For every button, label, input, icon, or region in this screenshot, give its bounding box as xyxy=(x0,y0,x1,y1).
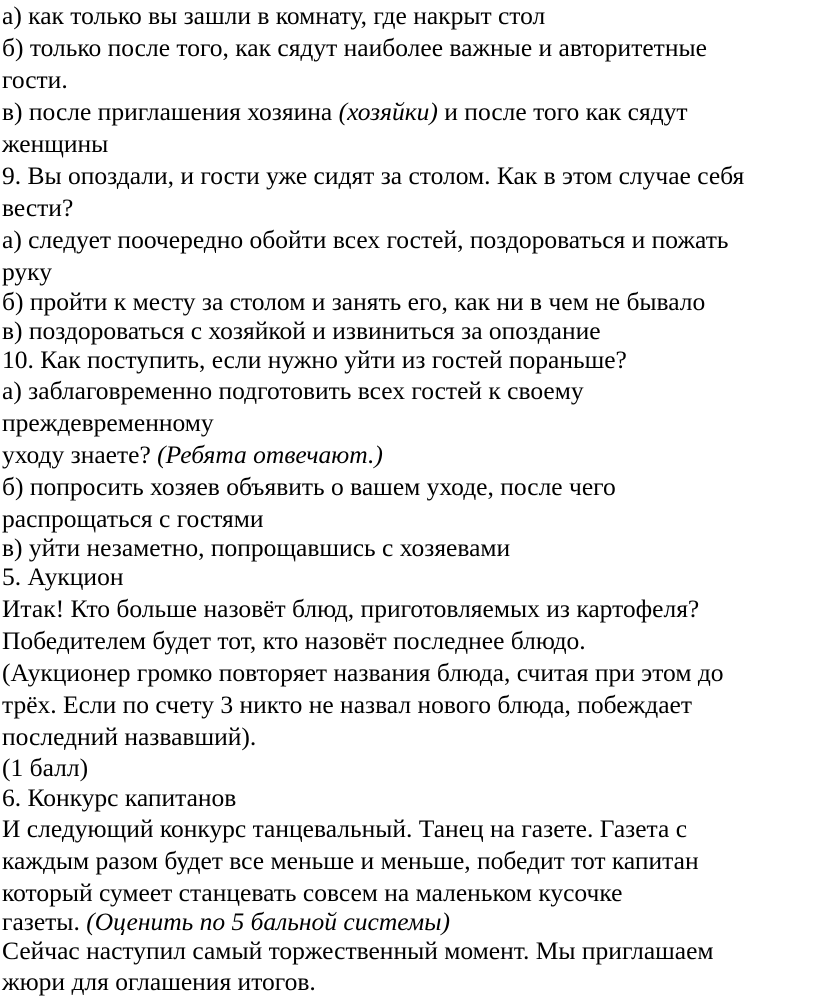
text-line: в) уйти незаметно, попрощавшись с хозяевами xyxy=(2,533,511,562)
text-line: б) пройти к месту за столом и занять его, как ни в чем не бывало xyxy=(2,287,706,316)
text-line: жюри для оглашения итогов. xyxy=(2,967,316,996)
text-line: распрощаться с гостями xyxy=(2,504,264,533)
text-line: б) попросить хозяев объявить о вашем уходе, после чего xyxy=(2,472,616,501)
section-heading: 6. Конкурс капитанов xyxy=(2,783,237,812)
text-line: вести? xyxy=(2,193,74,222)
text-line: а) следует поочередно обойти всех гостей, поздороваться и пожать xyxy=(2,225,729,254)
text-line: Победителем будет тот, кто назовёт последнее блюдо. xyxy=(2,626,586,655)
text-line: 9. Вы опоздали, и гости уже сидят за столом. Как в этом случае себя xyxy=(2,161,745,190)
text-line: последний назвавший). xyxy=(2,722,257,751)
text-line: 10. Как поступить, если нужно уйти из гостей пораньше? xyxy=(2,345,627,374)
text-line: гости. xyxy=(2,65,68,94)
text-line: уходу знаете? (Ребята отвечают.) xyxy=(2,440,383,469)
text-line: (Аукционер громко повторяет названия блюда, считая при этом до xyxy=(2,658,724,687)
text-line: который сумеет станцевать совсем на маленьком кусочке xyxy=(2,878,623,907)
text-line: трёх. Если по счету 3 никто не назвал нового блюда, побеждает xyxy=(2,690,692,719)
text-line: в) поздороваться с хозяйкой и извиниться за опоздание xyxy=(2,316,601,345)
text-line: а) заблаговременно подготовить всех гостей к своему xyxy=(2,376,584,405)
text-line: б) только после того, как сядут наиболее важные и авторитетные xyxy=(2,33,707,62)
text-line: газеты. (Оценить по 5 бальной системы) xyxy=(2,907,450,936)
text-line: а) как только вы зашли в комнату, где накрыт стол xyxy=(2,1,546,30)
text-line: женщины xyxy=(2,129,109,158)
text-line: Сейчас наступил самый торжественный момент. Мы приглашаем xyxy=(2,936,714,965)
text-line: руку xyxy=(2,257,52,286)
text-line: каждым разом будет все меньше и меньше, победит тот капитан xyxy=(2,846,699,875)
text-line: Итак! Кто больше назовёт блюд, приготовляемых из картофеля? xyxy=(2,594,700,623)
text-line: И следующий конкурс танцевальный. Танец на газете. Газета с xyxy=(2,814,688,843)
text-line: (1 балл) xyxy=(2,753,89,782)
text-line: в) после приглашения хозяина (хозяйки) и после того как сядут xyxy=(2,97,688,126)
section-heading: 5. Аукцион xyxy=(2,562,124,591)
text-line: преждевременному xyxy=(2,408,214,437)
